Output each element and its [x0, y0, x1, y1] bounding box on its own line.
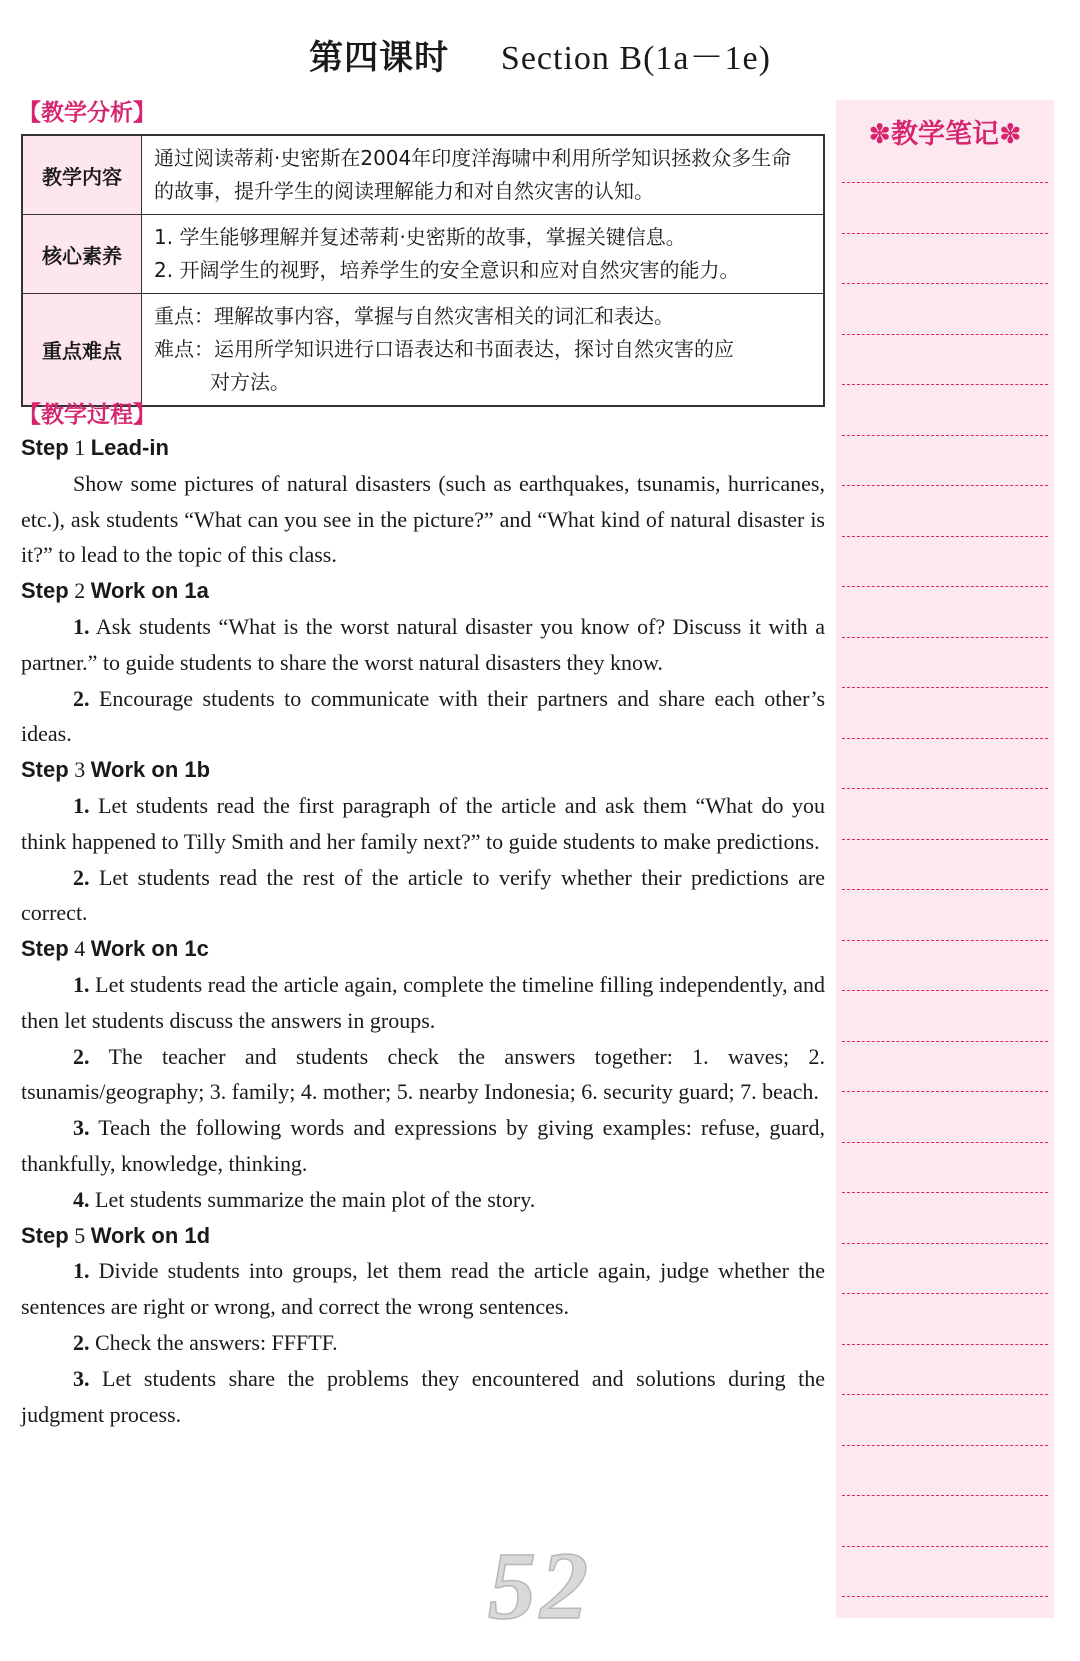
note-line — [842, 1091, 1048, 1092]
step-heading: Step 4 Work on 1c — [21, 936, 209, 962]
row-label: 重点难点 — [22, 294, 142, 407]
note-line — [842, 1041, 1048, 1042]
analysis-heading: 【教学分析】 — [18, 100, 156, 126]
step-paragraph: 1. Let students read the article again, complete the timeline filling independently, and then let students discuss the answers in groups. — [21, 971, 825, 1033]
note-line — [842, 485, 1048, 486]
step-paragraph: 3. Teach the following words and expressions by giving examples: refuse, guard, thankfully, knowledge, thinking. — [21, 1115, 825, 1176]
table-row — [22, 294, 824, 407]
note-line — [842, 839, 1048, 840]
note-line — [842, 182, 1048, 183]
note-line — [842, 233, 1048, 234]
row-line: 2. 开阔学生的视野，培养学生的安全意识和应对自然灾害的能力。 — [154, 258, 740, 282]
analysis-table — [21, 134, 825, 407]
step-paragraph: 4. Let students summarize the main plot of the story. — [73, 1186, 536, 1212]
step-paragraph: 2. The teacher and students check the answers together: 1. waves; 2. tsunamis/geography; 3. family; 4. mother; 5. nearby Indonesia; 6. security guard; 7. beach. — [21, 1043, 825, 1105]
lesson-label: 第四课时 — [309, 38, 450, 78]
row-line: 1. 学生能够理解并复述蒂莉·史密斯的故事，掌握关键信息。 — [154, 225, 686, 249]
note-line — [842, 334, 1048, 335]
row-content — [142, 215, 825, 294]
note-line — [842, 687, 1048, 688]
note-line — [842, 990, 1048, 991]
table-row — [22, 215, 824, 294]
note-line — [842, 435, 1048, 436]
note-line — [842, 1192, 1048, 1193]
note-line — [842, 1495, 1048, 1496]
step-heading: Step 5 Work on 1d — [21, 1222, 211, 1248]
step-paragraph: 2. Check the answers: FFFTF. — [73, 1329, 338, 1355]
note-line — [842, 940, 1048, 941]
note-line — [842, 1142, 1048, 1143]
step-paragraph: 1. Divide students into groups, let them read the article again, judge whether the sentences are right or wrong, and correct the wrong sentences. — [21, 1258, 826, 1320]
step-paragraph: 3. Let students share the problems they encountered and solutions during the judgment process. — [21, 1365, 825, 1427]
page-title — [0, 30, 1080, 79]
step-paragraph: 2. Let students read the rest of the article to verify whether their predictions are correct. — [21, 864, 826, 926]
section-label: Section B(1a－1e) — [500, 40, 771, 77]
note-line — [842, 1394, 1048, 1395]
row-line: 对方法。 — [210, 370, 290, 394]
row-label: 教学内容 — [22, 135, 142, 215]
row-content: 通过阅读蒂莉·史密斯在2004年印度洋海啸中利用所学知识拯救众多生命的故事，提升学生的阅读理解能力和对自然灾害的认知。 — [142, 135, 825, 215]
step-paragraph: 1. Let students read the first paragraph of the article and ask them “What do you think happened to Tilly Smith and her family next?” to guide students to make predictions. — [21, 792, 825, 854]
note-line — [842, 738, 1048, 739]
step-heading: Step 2 Work on 1a — [21, 578, 209, 604]
row-line: 难点：运用所学知识进行口语表达和书面表达，探讨自然灾害的应 — [154, 337, 734, 361]
row-line: 重点：理解故事内容，掌握与自然灾害相关的词汇和表达。 — [154, 304, 674, 328]
step-heading: Step 3 Work on 1b — [21, 757, 211, 783]
notes-panel — [836, 100, 1054, 1618]
note-line — [842, 788, 1048, 789]
row-content — [142, 294, 825, 407]
step-heading: Step 1 Lead-in — [21, 435, 169, 460]
note-line — [842, 536, 1048, 537]
step-paragraph: 1. Ask students “What is the worst natural disaster you know of? Discuss it with a partner.” to guide students to share the worst natural disasters they know. — [21, 613, 825, 675]
table-row — [22, 135, 824, 215]
note-line — [842, 1243, 1048, 1244]
note-line — [842, 1445, 1048, 1446]
note-line — [842, 1293, 1048, 1294]
note-line — [842, 889, 1048, 890]
notes-title: ✽教学笔记✽ — [868, 119, 1022, 150]
note-line — [842, 1344, 1048, 1345]
row-label: 核心素养 — [22, 215, 142, 294]
step-paragraph: 2. Encourage students to communicate with their partners and share each other’s ideas. — [21, 685, 826, 747]
note-line — [842, 637, 1048, 638]
process-content — [21, 430, 825, 1432]
page-number: 52 — [488, 1532, 592, 1639]
process-heading: 【教学过程】 — [18, 402, 156, 428]
note-line — [842, 283, 1048, 284]
note-line — [842, 586, 1048, 587]
step-paragraph: Show some pictures of natural disasters (such as earthquakes, tsunamis, hurricanes, etc.), ask students “What can you see in the picture?” and “What kind of natural disaster is it?” to lead to the topic of this class. — [21, 470, 825, 568]
note-line — [842, 384, 1048, 385]
